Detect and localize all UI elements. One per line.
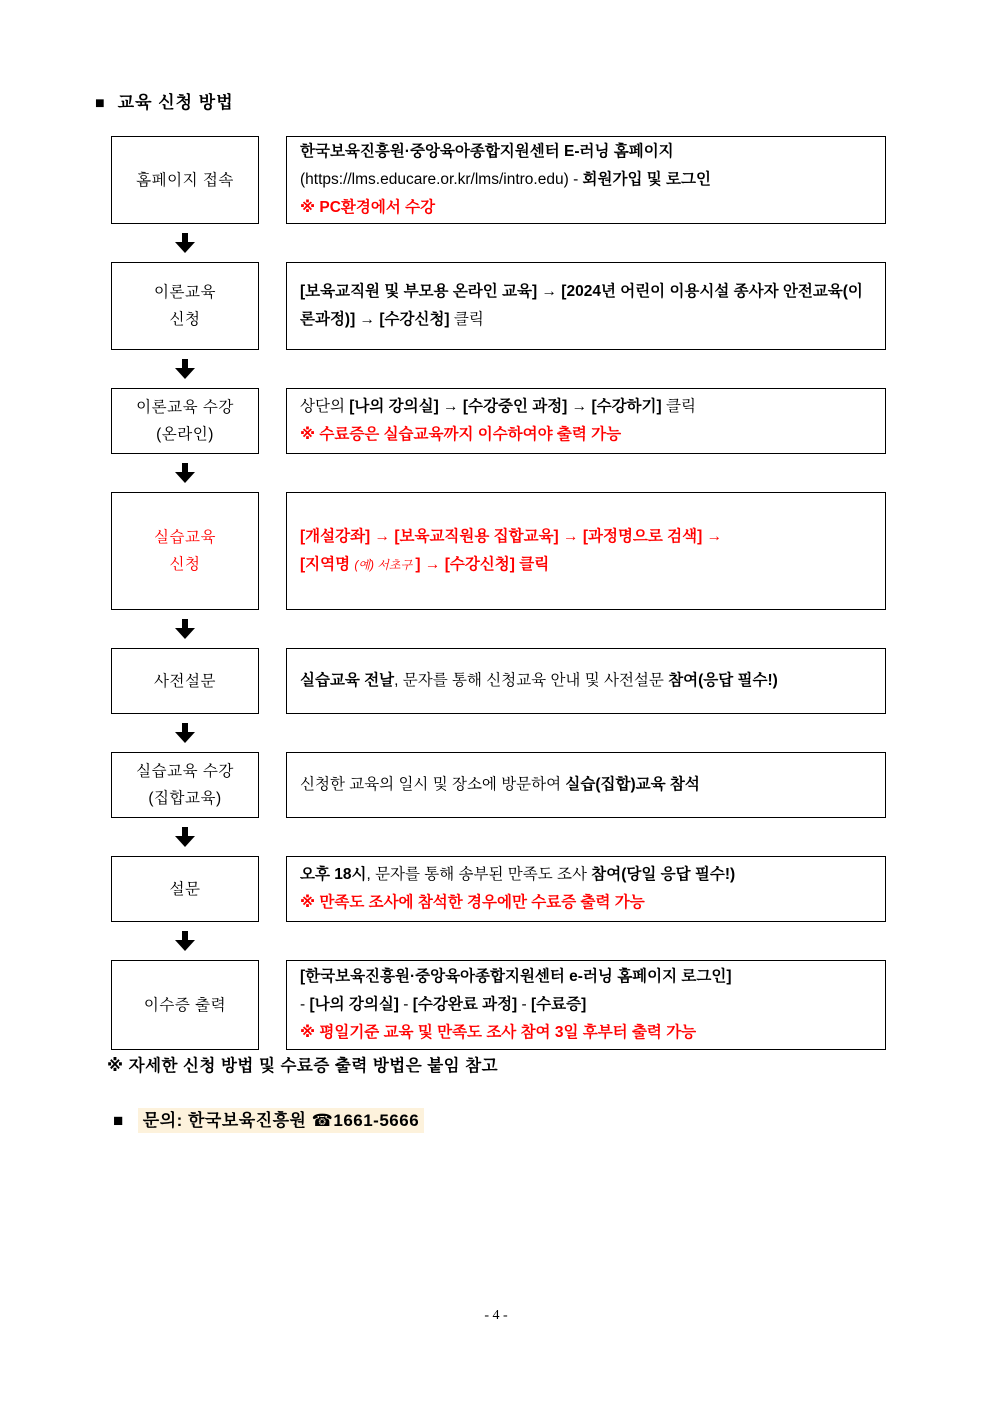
down-arrow-icon bbox=[111, 714, 259, 752]
arrow-head bbox=[175, 940, 195, 951]
flow-chart bbox=[111, 136, 887, 1050]
arrow-head bbox=[175, 628, 195, 639]
flow-row-practice-take bbox=[111, 752, 887, 818]
arrow-stem bbox=[182, 233, 188, 242]
detail-line bbox=[300, 194, 872, 222]
text-segment: [과정명으로 검색] bbox=[582, 528, 703, 545]
step-label: 이수증 출력 bbox=[143, 996, 227, 1014]
arrow-head bbox=[175, 836, 195, 847]
text-segment: [수강신청] bbox=[444, 556, 515, 573]
arrow-stem bbox=[182, 359, 188, 368]
page-title bbox=[95, 88, 234, 113]
text-segment: [보육교직원 및 부모용 온라인 교육] bbox=[300, 283, 538, 300]
down-arrow-glyph bbox=[175, 931, 195, 951]
arrow-head bbox=[175, 732, 195, 743]
text-segment: 클릭 bbox=[661, 398, 696, 415]
down-arrow-glyph bbox=[175, 233, 195, 253]
detail-line bbox=[300, 421, 872, 449]
text-segment: , 문자를 통해 신청교육 안내 및 사전설문 bbox=[394, 672, 669, 689]
text-segment: 신청한 교육의 일시 및 장소에 방문하여 bbox=[300, 776, 566, 793]
step-detail-theory-apply bbox=[286, 262, 886, 350]
flow-row-pre-survey bbox=[111, 648, 887, 714]
square-bullet-icon: ■ bbox=[95, 95, 106, 112]
step-detail-practice-take bbox=[286, 752, 886, 818]
step-label: 실습교육 수강 bbox=[136, 763, 234, 780]
page-title-text: 교육 신청 방법 bbox=[117, 93, 234, 112]
text-segment: [수료증] bbox=[531, 996, 587, 1013]
detail-line bbox=[300, 963, 872, 991]
text-segment: → bbox=[702, 528, 723, 545]
text-segment: - bbox=[568, 171, 583, 188]
step-box-theory-take bbox=[111, 388, 259, 454]
down-arrow-icon bbox=[111, 454, 259, 492]
text-segment: [2024년 어린이 이용시설 종사자 안전교육(이론과정)] bbox=[300, 283, 863, 328]
detail-line bbox=[300, 138, 872, 166]
text-segment: ※ 수료증은 실습교육까지 이수하여야 출력 가능 bbox=[300, 426, 622, 443]
contact-line bbox=[113, 1106, 424, 1131]
text-segment: [나의 강의실] bbox=[349, 398, 439, 415]
step-box-certificate-print bbox=[111, 960, 259, 1050]
text-segment: [나의 강의실] bbox=[309, 996, 399, 1013]
text-segment: , 문자를 통해 송부된 만족도 조사 bbox=[366, 866, 592, 883]
detail-line bbox=[300, 991, 872, 1019]
step-label: 사전설문 bbox=[154, 672, 216, 690]
text-segment: ※ PC환경에서 수강 bbox=[300, 199, 436, 216]
step-label: 신청 bbox=[169, 311, 201, 328]
text-segment: [수강신청] bbox=[379, 311, 450, 328]
down-arrow-glyph bbox=[175, 723, 195, 743]
text-segment: [개설강좌] bbox=[300, 528, 371, 545]
step-label: (집합교육) bbox=[148, 790, 222, 807]
text-segment: 상단의 bbox=[300, 398, 350, 415]
step-detail-pre-survey bbox=[286, 648, 886, 714]
down-arrow-glyph bbox=[175, 619, 195, 639]
down-arrow-glyph bbox=[175, 463, 195, 483]
text-segment: → bbox=[370, 528, 395, 545]
homepage-url: (https://lms.educare.or.kr/lms/intro.edu) bbox=[300, 171, 569, 188]
text-segment: [수강완료 과정] bbox=[412, 996, 518, 1013]
down-arrow-glyph bbox=[175, 827, 195, 847]
arrow-stem bbox=[182, 931, 188, 940]
arrow-stem bbox=[182, 619, 188, 628]
down-arrow-icon bbox=[111, 224, 259, 262]
step-box-survey bbox=[111, 856, 259, 922]
step-label: (온라인) bbox=[156, 426, 214, 443]
detail-line bbox=[300, 861, 872, 889]
detail-line bbox=[300, 551, 872, 579]
text-segment: → bbox=[438, 398, 463, 415]
flow-row-survey bbox=[111, 856, 887, 922]
text-segment: ※ 만족도 조사에 참석한 경우에만 수료증 출력 가능 bbox=[300, 894, 645, 911]
text-segment: 오후 18시 bbox=[300, 866, 367, 883]
step-box-pre-survey bbox=[111, 648, 259, 714]
step-label: 이론교육 수강 bbox=[136, 399, 234, 416]
step-box-theory-apply bbox=[111, 262, 259, 350]
attachment-note: ※ 자세한 신청 방법 및 수료증 출력 방법은 붙임 참고 bbox=[107, 1057, 499, 1075]
text-segment: - bbox=[517, 996, 531, 1013]
text-segment: [한국보육진흥원·중앙육아종합지원센터 e-러닝 홈페이지 로그인] bbox=[300, 968, 732, 985]
down-arrow-glyph bbox=[175, 359, 195, 379]
down-arrow-icon bbox=[111, 818, 259, 856]
detail-line bbox=[300, 667, 872, 695]
text-segment: 클릭 bbox=[514, 556, 550, 573]
square-bullet-icon: ■ bbox=[113, 1111, 124, 1130]
step-label: 실습교육 bbox=[154, 529, 216, 546]
text-segment: [지역명 bbox=[300, 556, 355, 573]
detail-line bbox=[300, 278, 872, 334]
step-detail-homepage-access bbox=[286, 136, 886, 224]
down-arrow-icon bbox=[111, 350, 259, 388]
step-box-practice-apply bbox=[111, 492, 259, 610]
detail-line bbox=[300, 771, 872, 799]
text-segment: 실습(집합)교육 참석 bbox=[565, 776, 700, 793]
text-segment: 참여(응답 필수!) bbox=[668, 672, 778, 689]
arrow-head bbox=[175, 242, 195, 253]
detail-line bbox=[300, 1019, 872, 1047]
step-box-practice-take bbox=[111, 752, 259, 818]
down-arrow-icon bbox=[111, 610, 259, 648]
detail-line bbox=[300, 166, 872, 194]
contact-text: 문의: 한국보육진흥원 ☎1661-5666 bbox=[138, 1108, 424, 1133]
text-segment: - bbox=[300, 996, 310, 1013]
detail-line bbox=[300, 393, 872, 421]
text-segment: 실습교육 전날 bbox=[300, 672, 395, 689]
flow-row-homepage-access bbox=[111, 136, 887, 224]
step-box-homepage-access bbox=[111, 136, 259, 224]
step-detail-practice-apply bbox=[286, 492, 886, 610]
text-segment: 회원가입 및 로그인 bbox=[582, 171, 711, 188]
flow-row-theory-apply bbox=[111, 262, 887, 350]
arrow-stem bbox=[182, 463, 188, 472]
flow-row-theory-take bbox=[111, 388, 887, 454]
text-segment: → bbox=[537, 283, 562, 300]
page-number: - 4 - bbox=[484, 1308, 508, 1323]
text-segment: → bbox=[355, 311, 380, 328]
arrow-stem bbox=[182, 723, 188, 732]
step-label: 설문 bbox=[169, 880, 201, 898]
text-segment: 참여(당일 응답 필수!) bbox=[591, 866, 736, 883]
text-segment: [보육교직원용 집합교육] bbox=[394, 528, 559, 545]
step-label: 홈페이지 접속 bbox=[136, 171, 234, 189]
text-segment: ※ 평일기준 교육 및 만족도 조사 참여 3일 후부터 출력 가능 bbox=[300, 1024, 697, 1041]
detail-line bbox=[300, 523, 872, 551]
text-segment: (예) 서초구 bbox=[354, 558, 416, 572]
step-detail-theory-take bbox=[286, 388, 886, 454]
step-detail-certificate-print bbox=[286, 960, 886, 1050]
detail-line bbox=[300, 889, 872, 917]
text-segment: → bbox=[558, 528, 583, 545]
flow-row-certificate-print bbox=[111, 960, 887, 1050]
text-segment: [수강중인 과정] bbox=[462, 398, 568, 415]
text-segment: → bbox=[567, 398, 592, 415]
text-segment: [수강하기] bbox=[591, 398, 662, 415]
flow-row-practice-apply bbox=[111, 492, 887, 610]
down-arrow-icon bbox=[111, 922, 259, 960]
arrow-stem bbox=[182, 827, 188, 836]
arrow-head bbox=[175, 368, 195, 379]
text-segment: 클릭 bbox=[449, 311, 484, 328]
text-segment: ] → bbox=[415, 556, 445, 573]
arrow-head bbox=[175, 472, 195, 483]
step-label: 이론교육 bbox=[154, 284, 216, 301]
step-label: 신청 bbox=[169, 556, 201, 573]
text-segment: 한국보육진흥원·중앙육아종합지원센터 E-러닝 홈페이지 bbox=[300, 143, 674, 160]
step-detail-survey bbox=[286, 856, 886, 922]
text-segment: - bbox=[398, 996, 413, 1013]
